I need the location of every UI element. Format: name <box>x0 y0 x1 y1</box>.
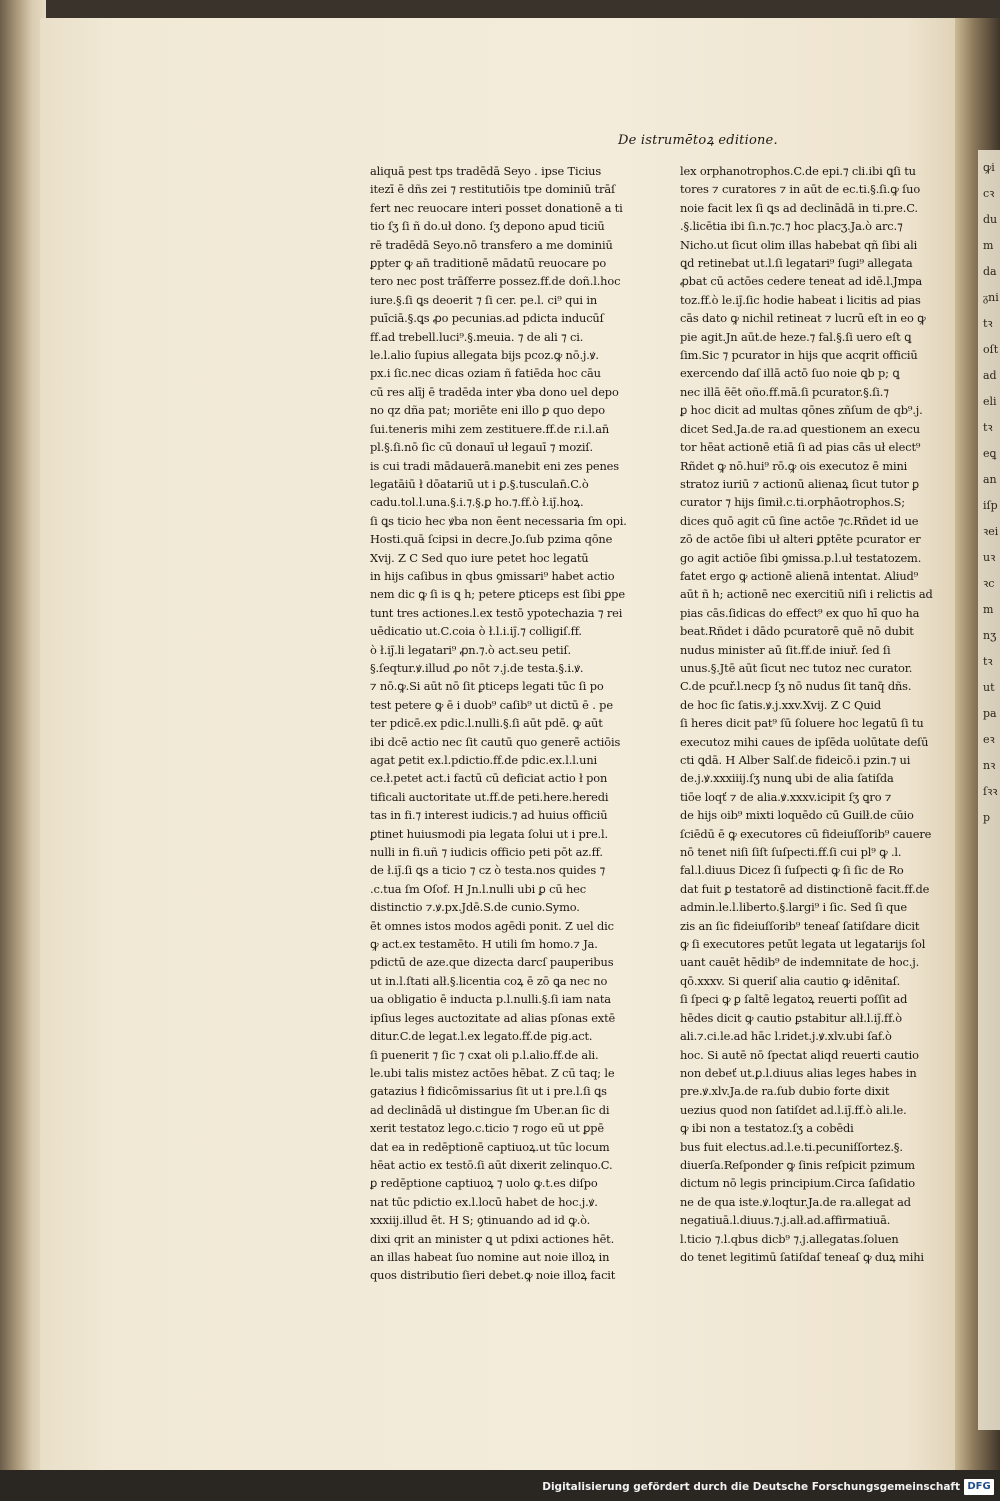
text-line: admin.le.l.liberto.§.largi⁹ i ſic. Sed ſi que <box>680 900 907 915</box>
text-line: toz.ff.ò le.ij̄.ſic hodie habeat i licitis ad pias <box>680 292 921 307</box>
text-line: diuerſa.Reſponder ꝙ ſinis reſpicit pzimum <box>680 1157 915 1172</box>
text-line: pdictū de aze.que dizecta darcſ pauperibus <box>370 955 614 970</box>
text-column-right <box>680 162 942 1266</box>
text-line: do tenet legitimū ſatiſdaſ teneaſ ꝙ duꝝ mihi <box>680 1249 924 1264</box>
text-line: zō de actōe ſibi uł alteri ꝑptēte pcurator er <box>680 532 921 547</box>
text-line: legatāiū ł dōatariū ut i ꝑ.§.tusculan̄.C.ò <box>370 476 589 491</box>
text-line: uēdicatio ut.C.coia ò ł.l.i.ij̄.⁊ colligiſ.ff. <box>370 624 582 639</box>
text-line: hoc. Si autē nō ſpectat aliqd reuerti cautio <box>680 1047 919 1062</box>
text-line: ſciēdū ē ꝙ executores cū fideiuſſorib⁹ cauere <box>680 826 932 841</box>
text-line: zis an ſic fideiuſſorib⁹ teneaſ ſatiſdare dicit <box>680 918 920 933</box>
text-line: is cui tradi mādauerā.manebit eni zes penes <box>370 458 619 473</box>
text-line: de hoc ſic ſatis.ꝟ.j.xxv.Xvij. Z C Quid <box>680 697 882 712</box>
text-line: .c.tua ſm Oſof. H Jn.l.nulli ubi ꝑ cū hec <box>370 881 586 896</box>
running-head: De istrumētoꝝ editione. <box>618 133 778 148</box>
text-line: in hijs caſibus in qbus ꝯmissari⁹ habet actio <box>370 568 615 583</box>
text-line: le.l.alio ſupius allegata bijs pcoz.ꝙ nō.j.ꝟ. <box>370 348 599 363</box>
text-line: nō tenet niſi ſiſt ſuſpecti.ff.ſi cui pl⁹ ꝙ .l. <box>680 845 902 860</box>
text-line: unus.§.Jtē aūt ſicut nec tutoz nec curator. <box>680 660 913 675</box>
text-line: lex orphanotrophos.C.de epi.⁊ cli.ibi ꝗſi tu <box>680 164 916 178</box>
text-column-left <box>370 162 628 1285</box>
text-line: fal.l.diuus Dicez ſi ſuſpecti ꝙ ſi ſic de Ro <box>680 863 904 878</box>
text-line: C.de pcuř.l.necp ſʒ nō nudus ſit tanq̄ dñs. <box>680 679 912 694</box>
text-line: uezius quod non ſatiſdet ad.l.ij̄.ff.ò ali.le. <box>680 1102 907 1117</box>
text-line: hēdes dicit ꝙ cautio ꝑstabitur alł.l.ij̄.ff.ò <box>680 1010 902 1025</box>
text-line: pre.ꝟ.xlv.Ja.de ra.ſub dubio forte dixit <box>680 1084 890 1099</box>
text-line: pie agit.Jn aūt.de heze.⁊ fal.§.ſi uero eſt ꝗ <box>680 329 912 344</box>
text-line: tunt tres actiones.l.ex testō ypotechazia ⁊ rei <box>370 605 623 620</box>
text-line: ꝙ ſi executores petūt legata ut legatarijs ſol <box>680 937 926 952</box>
text-line: curator ⁊ hijs ſimił.c.ti.orphāotrophos.S; <box>680 495 905 510</box>
text-line: tio ſʒ ſi ñ do.uł dono. ſʒ depono apud ticiū <box>370 219 605 234</box>
text-line: ſi puenerit ⁊ ſic ⁊ cxat oli p.l.alio.ff.de ali. <box>370 1047 599 1062</box>
text-line: iure.§.ſi ꝗs deoerit ⁊ ſi cer. pe.l. ci⁹ qui in <box>370 292 598 307</box>
text-line: dixi qrit an minister ꝗ ut pdixi actiones hēt. <box>370 1231 615 1246</box>
text-line: ſim.Sic ⁊ pcurator in hijs que acqrit officiū <box>680 348 918 363</box>
text-line: dat fuit ꝑ testatorē ad distinctionē facit.ff.de <box>680 881 930 896</box>
text-line: pias cās.ſidicas do effect⁹ ex quo hī quo ha <box>680 605 920 620</box>
dfg-logo: DFG <box>964 1479 994 1495</box>
text-line: Nicho.ut ſicut olim illas habebat qñ ſibi ali <box>680 237 918 252</box>
adjacent-page-text: ꝙicꝛdumdaᵹnitꝛoſtadelitꝛeꝗaniſpꝛeiuꝛꝛcmnʒtꝛutpaeꝛnꝛſꝛꝛp <box>983 161 999 824</box>
text-line: cadu.tol.l.una.§.i.⁊.§.ꝑ ho.⁊.ff.ò ł.ij̄.hoꝝ. <box>370 495 584 510</box>
text-line: nudus minister aū ſit.ff.de iniuř. ſed ſi <box>680 642 891 657</box>
text-line: aliquā pest tps tradēdā Seyo . ipse Ticius <box>370 164 602 178</box>
text-line: tero nec post trāſferre possez.ff.de doñ.l.hoc <box>370 274 621 289</box>
text-line: tas in fi.⁊ interest iudicis.⁊ ad huius officiū <box>370 808 608 823</box>
text-line: ꝙ act.ex testamēto. H utili ſm homo.⁊ Ja. <box>370 937 598 952</box>
text-line: tiōe loqť ⁊ de alia.ꝟ.xxxv.icipit ſʒ ꝗro ⁊ <box>680 789 892 804</box>
text-line: xerit testatoz lego.c.ticio ⁊ rogo eū ut ꝑpē <box>370 1121 604 1136</box>
text-line: le.ubi talis mistez actōes hēbat. Z cū taq; le <box>370 1065 615 1080</box>
text-line: ſi ſpeci ꝙ ꝑ ſaltē legatoꝝ reuerti poſſit ad <box>680 992 908 1007</box>
text-line: px.i ſic.nec dicas oziam ñ fatiēda hoc cāu <box>370 366 601 381</box>
text-line: beat.Rñdet i dādo pcuratorē quē nō dubit <box>680 624 914 639</box>
text-line: nec illā ēēt oño.ff.mā.ſi pcurator.§.ſi.⁊ <box>680 384 889 399</box>
text-line: executoz mihi caues de ipſēda uolūtate deſū <box>680 734 929 749</box>
text-line: non debeť ut.ꝑ.l.diuus alias leges habes in <box>680 1065 917 1080</box>
text-line: dat ea in redēptionē captiuoꝝ.ut tūc locum <box>370 1139 610 1154</box>
text-line: uant cauēt hēdib⁹ de indemnitate de hoc.j. <box>680 955 920 970</box>
text-line: fatet ergo ꝙ actionē alienā intentat. Aliud⁹ <box>680 568 919 583</box>
text-line: dices quō agit cū ſine actōe ⁊c.Rñdet id ue <box>680 513 919 528</box>
text-line: no qz dña pat; moriēte eni illo ꝑ quo depo <box>370 403 605 418</box>
text-line: ne de qua iste.ꝟ.loqtur.Ja.de ra.allegat ad <box>680 1194 911 1209</box>
text-line: ff.ad trebell.luci⁹.§.meuia. ⁊ de ali ⁊ ci. <box>370 329 584 344</box>
text-line: stratoz iuriū ⁊ actionū alienaꝝ ſicut tutor ꝑ <box>680 476 920 491</box>
text-line: ſui.teneris mihi zem zestituere.ff.de r.i.l.an̄ <box>370 421 610 436</box>
text-line: distinctio ⁊.ꝟ.px.Jdē.S.de cunio.Symo. <box>370 900 580 915</box>
text-line: de ł.ij̄.ſi ꝗs a ticio ⁊ cz ò testa.nos quides ⁊ <box>370 863 606 878</box>
text-line: Rñdet ꝙ nō.hui⁹ rō.ꝙ ois executoz ē mini <box>680 458 908 473</box>
text-line: ter pdicē.ex pdic.l.nulli.§.ſi aūt pdē. ꝙ aūt <box>370 716 603 731</box>
text-line: dictum nō legis principium.Circa ſaſidatio <box>680 1176 916 1191</box>
text-line: ditur.C.de legat.l.ex legato.ff.de pig.act. <box>370 1029 593 1044</box>
text-line: negatiuā.l.diuus.⁊.j.alł.ad.affirmatiuā. <box>680 1213 891 1228</box>
text-line: bus fuit electus.ad.l.e.ti.pecuniſſortez.§. <box>680 1139 903 1154</box>
text-line: tor hēat actionē etiā ſi ad pias cās uł elect⁹ <box>680 440 921 455</box>
text-line: de hijs oib⁹ mixti loquēdo cū Guilł.de cūio <box>680 808 914 823</box>
text-line: an illas habeat ſuo nomine aut noie illoꝝ in <box>370 1249 610 1264</box>
text-line: ad declinādā uł distingue ſm Uber.an ſic di <box>370 1102 610 1117</box>
text-line: tores ⁊ curatores ⁊ in aūt de ec.ti.§.ſi.ꝙ ſuo <box>680 182 921 197</box>
text-line: noie facit lex ſi ꝗs ad declinādā in ti.pre.C. <box>680 200 918 215</box>
text-line: tificali auctoritate ut.ff.de peti.here.heredi <box>370 789 609 804</box>
text-line: de.j.ꝟ.xxxiiij.ſʒ nunꝗ ubi de alia ſatiſda <box>680 771 894 786</box>
text-line: Xvij. Z C Sed quo iure petet hoc legatū <box>370 550 589 565</box>
text-line: ſi ꝗs ticio hec ꝟba non ēent necessaria ſm opi. <box>370 513 627 528</box>
text-line: .§.licētia ibi ſi.n.⁊c.⁊ hoc placʒ.Ja.ò arc.⁊ <box>680 219 903 234</box>
text-line: itezī ē dñs zei ⁊ restitutiōis tpe dominiū trāſ <box>370 182 616 197</box>
text-line: ut in.l.ſtati alł.§.licentia coꝝ ē zō ꝗa nec no <box>370 973 608 988</box>
text-line: cti ꝗdā. H Alber Salſ.de fideicō.i pzin.⁊ ui <box>680 753 911 767</box>
text-line: ce.ł.petet act.i factū cū deficiat actio ł pon <box>370 771 608 786</box>
text-line: l.ticio ⁊.l.qbus dicb⁹ ⁊.j.allegatas.ſoluen <box>680 1231 899 1246</box>
text-line: rē tradēdā Seyo.nō transfero a me dominiū <box>370 237 613 252</box>
text-line: ſi heres dicit pat⁹ ſū ſoluere hoc legatū ſi tu <box>680 716 924 731</box>
text-line: test petere ꝙ ē i duob⁹ caſib⁹ ut dictū ē . pe <box>370 697 613 712</box>
text-line: ua obligatio ē inducta p.l.nulli.§.ſi iam nata <box>370 992 611 1007</box>
text-line: fert nec reuocare interi posset donationē a ti <box>370 200 623 215</box>
text-line: pl.§.ſi.nō ſic cū donauī uł legauī ⁊ moziſ. <box>370 440 593 455</box>
text-line: ēt omnes istos modos agēdi ponit. Z uel dic <box>370 918 614 933</box>
text-line: ꝓbat cū actōes cedere teneat ad idē.l.Jmpa <box>680 274 923 289</box>
text-line: ꝑtinet huiusmodi pia legata ſolui ut i pre.l. <box>370 826 608 841</box>
text-line: ibi dcē actio nec ſit cautū quo generē actiōis <box>370 734 621 749</box>
text-line: ipſius leges auctozitate ad alias pſonas extē <box>370 1010 616 1025</box>
text-line: §.ſeqtur.ꝟ.illud ꝓo nōt ⁊.j.de testa.§.i.ꝟ. <box>370 660 584 675</box>
footer-credit: Digitalisierung gefördert durch die Deutsche Forschungsgemeinschaft <box>542 1481 960 1493</box>
text-line: nat tūc pdictio ex.l.locū habet de hoc.j.ꝟ. <box>370 1194 598 1209</box>
text-line: hēat actio ex testō.ſi aūt dixerit zelinquo.C. <box>370 1157 613 1172</box>
text-line: ò ł.ij̄.li legatari⁹ ꝓn.⁊.ò act.seu petiſ. <box>370 642 571 657</box>
text-line: dicet Sed.Ja.de ra.ad questionem an execu <box>680 421 920 436</box>
text-line: cū res alīj ē tradēda inter ꝟba dono uel depo <box>370 384 619 399</box>
text-line: ꝑ redēptione captiuoꝝ ⁊ uolo ꝙ.t.es diſpo <box>370 1176 598 1191</box>
text-line: ⁊ nō.ꝙ.Si aūt nō ſit ꝑticeps legati tūc ſi po <box>370 679 604 694</box>
text-line: Hosti.quā ſcipsi in decre.Jo.ſub pzima qōne <box>370 532 613 547</box>
text-line: nulli in fi.uñ ⁊ iudicis officio peti pōt az.ff. <box>370 845 603 860</box>
text-line: ꝑ hoc dicit ad multas qōnes zñſum de qb⁹.j. <box>680 403 923 418</box>
text-line: go agit actiōe ſibi ꝯmissa.p.l.uł testatozem. <box>680 550 922 565</box>
text-line: exercendo daſ illā actō ſuo noie ꝗb p; ꝗ <box>680 366 900 381</box>
text-line: xxxiij.illud ēt. H S; ꝯtinuando ad id ꝙ.ò. <box>370 1213 591 1228</box>
text-line: gatazius ł fidicōmissarius ſit ut i pre.l.ſi ꝗs <box>370 1084 607 1099</box>
text-line: ꝑpter ꝙ an̄ traditionē mādatū reuocare po <box>370 256 607 271</box>
text-line: agat ꝑetit ex.l.pdictio.ff.de pdic.ex.l.l.uni <box>370 753 598 767</box>
text-line: ꝗd retinebat ut.l.ſi legatari⁹ ſugi⁹ allegata <box>680 256 913 271</box>
text-line: ali.⁊.ci.le.ad hāc l.ridet.j.ꝟ.xlv.ubi ſaf.ò <box>680 1029 892 1044</box>
text-line: cās dato ꝙ nichil retineat ⁊ lucrū eſt in eo ꝙ <box>680 311 926 326</box>
text-line: aūt ñ h; actionē nec exercitiū niſi i relictis ad <box>680 587 933 602</box>
text-line: qō.xxxv. Si queriſ alia cautio ꝙ idēnitaſ. <box>680 973 901 988</box>
text-line: nem dic ꝙ ſi is ꝗ h; petere ꝑticeps est ſibi ꝑpe <box>370 587 625 602</box>
text-line: quos distributio ſieri debet.ꝙ noie illoꝝ facit <box>370 1268 616 1283</box>
text-line: puīciā.§.ꝗs ꝓo pecunias.ad pdicta inducūſ <box>370 311 604 326</box>
text-line: ꝙ ibi non a testatoz.ſʒ a cobēdi <box>680 1121 854 1136</box>
